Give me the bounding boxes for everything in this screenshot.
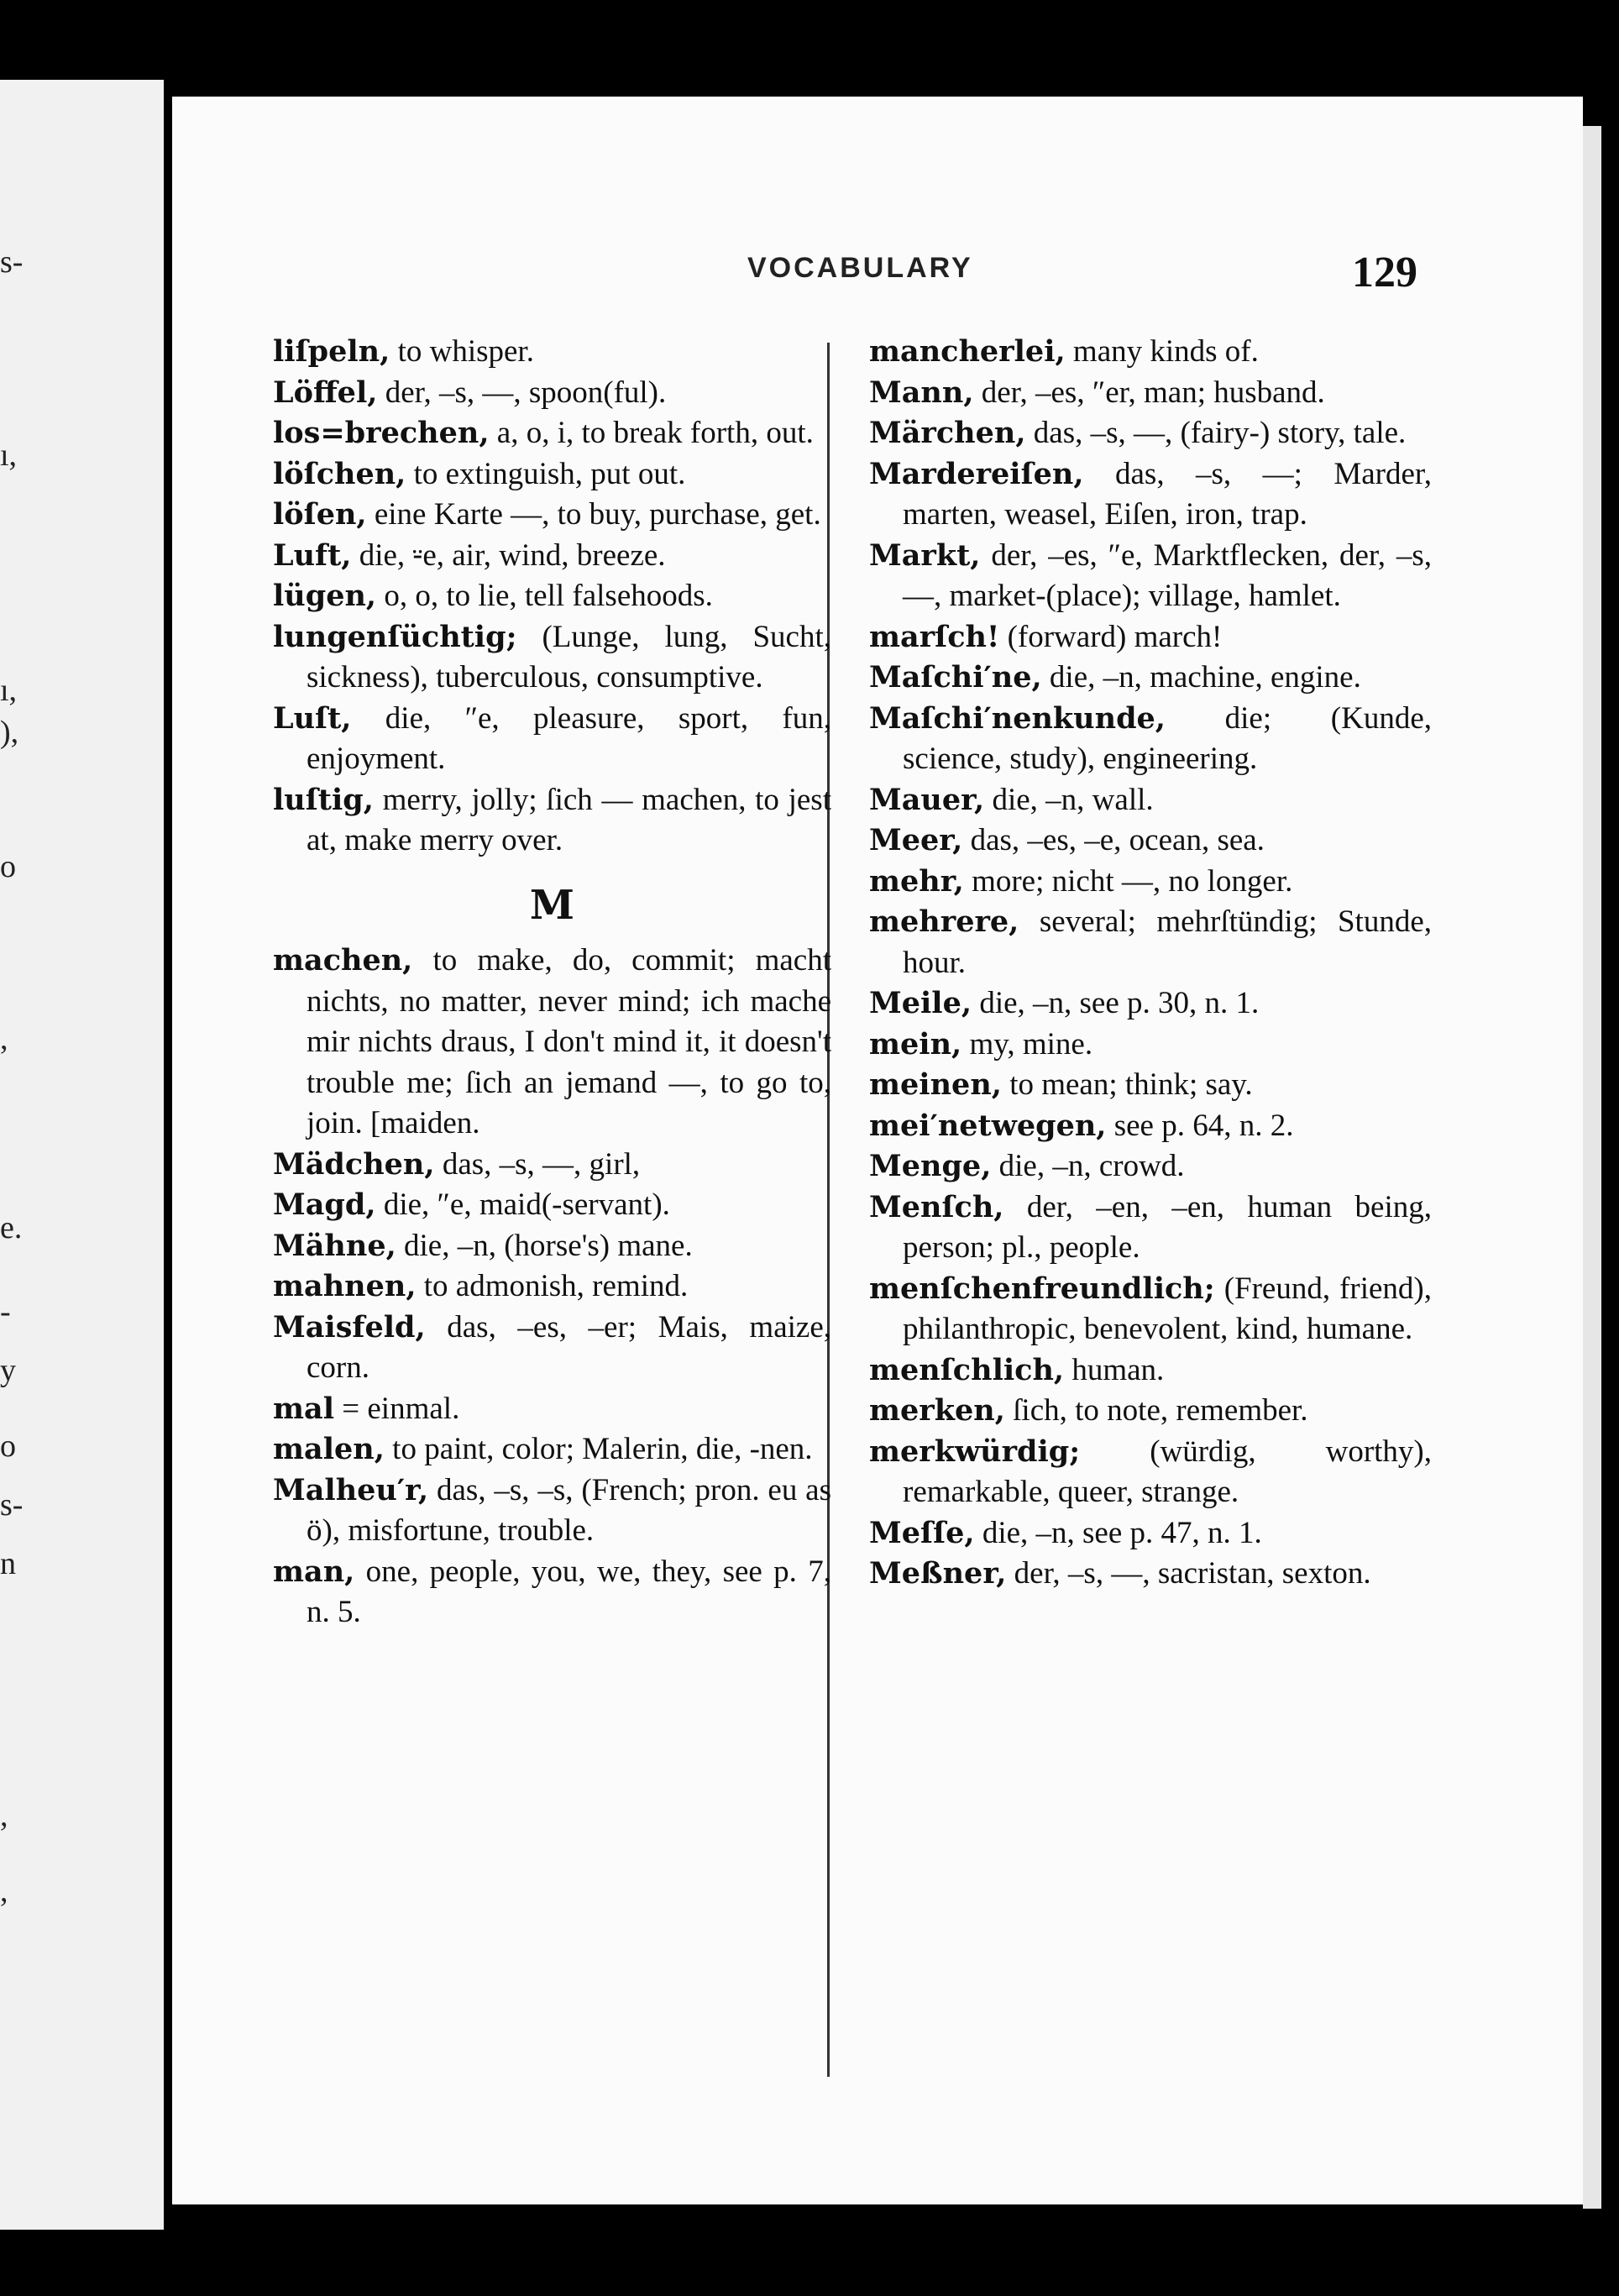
vocabulary-entry [869, 1269, 1432, 1350]
entry-headword: Menge, [869, 1149, 992, 1183]
facing-page-fragment: ı, [0, 438, 18, 473]
facing-page-fragment: y [0, 1353, 16, 1388]
entry-headword: Märchen, [869, 416, 1026, 450]
facing-page-fragment: s- [0, 1487, 24, 1523]
vocabulary-entry [273, 1389, 831, 1430]
entry-definition: see p. 64, n. 2. [1106, 1108, 1294, 1143]
entry-headword: Meßner, [869, 1556, 1007, 1591]
entry-headword: machen, [273, 943, 413, 978]
entry-definition: die, ⸚e, air, wind, breeze. [351, 537, 666, 573]
vocabulary-entry [869, 699, 1432, 780]
entry-headword: Menſch, [869, 1189, 1004, 1224]
entry-headword: mei′netwegen, [869, 1108, 1107, 1143]
entry-definition: ſich, to note, remember. [1004, 1393, 1308, 1428]
facing-page-fragment: e. [0, 1210, 23, 1245]
entry-definition: to admonish, remind. [416, 1269, 689, 1303]
entry-headword: Maſchi′nenkunde, [869, 700, 1166, 736]
facing-page-fragment: s- [0, 244, 24, 280]
entry-headword: Meile, [869, 986, 972, 1020]
entry-headword: luſtig, [273, 782, 374, 817]
vocabulary-entry [869, 1065, 1432, 1106]
vocabulary-entry [273, 1308, 831, 1389]
entry-headword: Mardereiſen, [869, 456, 1084, 491]
vocabulary-entry [869, 862, 1432, 903]
vocabulary-entry [869, 1513, 1432, 1554]
vocabulary-entry [273, 1185, 831, 1226]
vocabulary-entry [273, 495, 831, 536]
section-letter: M [529, 881, 575, 929]
entry-headword: marſch! [869, 619, 1000, 654]
entry-definition: more; nicht —, no longer. [963, 863, 1293, 899]
entry-definition: das, –s, –s, (French; pron. eu as ö), misfortune, trouble. [307, 1472, 831, 1548]
vocabulary-entry [869, 536, 1432, 617]
entry-headword: meinen, [869, 1067, 1002, 1102]
vocabulary-entry [273, 454, 831, 495]
vocabulary-entry [273, 1429, 831, 1470]
entry-headword: Maſchi′ne, [869, 660, 1042, 695]
facing-page-fragment: o [0, 849, 16, 884]
entry-headword: mancherlei, [869, 334, 1066, 369]
entry-definition: merry, jolly; ſich — machen, to jest at, make merry over. [307, 782, 831, 857]
entry-headword: lungenſüchtig; [273, 619, 517, 654]
entry-headword: malen, [273, 1432, 385, 1466]
entry-headword: Malheu′r, [273, 1472, 429, 1507]
entry-definition: to extinguish, put out. [406, 456, 686, 491]
entry-headword: mein, [869, 1026, 962, 1062]
right-column [869, 332, 1432, 1595]
entry-headword: los=brechen, [273, 416, 490, 450]
entry-definition: (forward) march! [999, 619, 1223, 654]
vocabulary-entry [869, 983, 1432, 1025]
vocabulary-entry [273, 1470, 831, 1552]
facing-page-fragment: n [0, 1546, 16, 1581]
vocabulary-entry [273, 413, 831, 454]
vocabulary-entry [869, 373, 1432, 414]
entry-definition: die, –n, crowd. [991, 1149, 1185, 1183]
entry-definition: one, people, you, we, they, see p. 7, n. 5. [307, 1554, 831, 1629]
vocabulary-entry [273, 1145, 831, 1186]
entry-headword: mal [273, 1391, 335, 1426]
entry-definition: das, –s, —; Marder, marten, weasel, Eiſen, iron, trap. [903, 456, 1432, 532]
vocabulary-entry [869, 1554, 1432, 1595]
entry-definition: der, –es, ″er, man; husband. [973, 375, 1325, 410]
vocabulary-entry [869, 332, 1432, 373]
entry-headword: man, [273, 1554, 355, 1589]
left-column [273, 332, 831, 1633]
vocabulary-entry [869, 413, 1432, 454]
running-head: VOCABULARY [747, 252, 973, 284]
entry-definition: = einmal. [334, 1391, 460, 1426]
vocabulary-entry [869, 1187, 1432, 1269]
entry-headword: Mähne, [273, 1228, 396, 1263]
entry-definition: die, –n, wall. [984, 782, 1154, 817]
entry-headword: löſen, [273, 497, 367, 532]
entry-definition: die; (Kunde, science, study), engineering. [903, 700, 1432, 776]
entry-definition: der, –s, —, spoon(ful). [377, 375, 667, 410]
entry-definition: my, mine. [961, 1026, 1093, 1062]
entry-headword: Maisfeld, [273, 1309, 426, 1345]
entry-headword: Markt, [869, 537, 981, 573]
entry-definition: to whisper. [390, 334, 534, 369]
facing-page-fragment: , [0, 1798, 8, 1833]
entry-headword: Luft, [273, 537, 352, 573]
vocabulary-entry [869, 1432, 1432, 1513]
vocabulary-entry [869, 617, 1432, 658]
facing-page-fragment: , [0, 1021, 8, 1056]
entry-headword: mehrere, [869, 904, 1019, 939]
vocabulary-entry [869, 1146, 1432, 1187]
entry-definition: die, ″e, maid(-servant). [375, 1187, 670, 1222]
entry-definition: a, o, i, to break forth, out. [489, 416, 814, 450]
page-number: 129 [1352, 249, 1417, 296]
entry-definition: to make, do, commit; macht nichts, no matter, never mind; ich mache mir nichts draus, I don't mind it, it doesn't trouble me; ſich an jemand —, to go to, join. [maiden. [307, 943, 831, 1140]
entry-headword: menſchenfreundlich; [869, 1271, 1215, 1306]
vocabulary-entry [273, 576, 831, 617]
entry-headword: Mauer, [869, 782, 985, 817]
facing-page-fragment: - [0, 1294, 11, 1329]
vocabulary-entry [273, 1226, 831, 1267]
entry-definition: (würdig, worthy), remarkable, queer, strange. [903, 1434, 1432, 1509]
vocabulary-entry [273, 373, 831, 414]
entry-headword: merkwürdig; [869, 1434, 1081, 1469]
vocabulary-entry [869, 1391, 1432, 1432]
facing-page-fragment: o [0, 1428, 16, 1464]
entry-definition: das, –es, –e, ocean, sea. [962, 823, 1265, 857]
entry-definition: die, –n, see p. 47, n. 1. [974, 1515, 1262, 1550]
facing-page-fragment: ı, [0, 673, 18, 708]
entry-definition: to mean; think; say. [1001, 1067, 1253, 1102]
entry-headword: lügen, [273, 579, 377, 613]
entry-definition: die, –n, see p. 30, n. 1. [972, 986, 1260, 1020]
vocabulary-entry [273, 780, 831, 862]
entry-headword: mehr, [869, 863, 964, 899]
vocabulary-entry [869, 658, 1432, 699]
entry-definition: several; mehrſtündig; Stunde, hour. [903, 904, 1432, 980]
entry-headword: Meſſe, [869, 1515, 975, 1550]
entry-definition: many kinds of. [1065, 334, 1259, 369]
entry-definition: (Lunge, lung, Sucht, sickness), tuberculous, consumptive. [307, 619, 831, 695]
vocabulary-entry [273, 1266, 831, 1308]
entry-definition: human. [1064, 1352, 1165, 1387]
entry-definition: das, –s, —, (fairy-) story, tale. [1025, 416, 1407, 450]
vocabulary-entry [869, 454, 1432, 536]
entry-headword: mahnen, [273, 1269, 417, 1303]
entry-definition: der, –en, –en, human being, person; pl., people. [903, 1189, 1432, 1265]
entry-definition: o, o, to lie, tell falsehoods. [376, 579, 713, 613]
previous-page-edge [0, 80, 164, 2230]
entry-definition: das, –es, –er; Mais, maize, corn. [307, 1309, 831, 1385]
entry-headword: Mann, [869, 375, 974, 410]
vocabulary-entry [273, 699, 831, 780]
vocabulary-entry [273, 536, 831, 577]
entry-definition: die, –n, (horse's) mane. [396, 1228, 693, 1263]
vocabulary-entry [869, 902, 1432, 983]
entry-headword: Magd, [273, 1187, 376, 1222]
entry-headword: Meer, [869, 823, 963, 857]
vocabulary-entry [273, 1552, 831, 1633]
entry-definition: der, –es, ″e, Marktflecken, der, –s, —, market-(place); village, hamlet. [903, 537, 1432, 613]
entry-headword: Mädchen, [273, 1146, 435, 1182]
entry-definition: (Freund, friend), philanthropic, benevolent, kind, humane. [903, 1271, 1432, 1346]
vocabulary-entry [273, 941, 831, 1145]
entry-definition: die, ″e, pleasure, sport, fun, enjoyment. [307, 700, 831, 776]
vocabulary-entry [869, 1025, 1432, 1066]
vocabulary-entry [869, 820, 1432, 862]
facing-page-fragment: ), [0, 715, 19, 750]
entry-definition: die, –n, machine, engine. [1041, 660, 1361, 695]
entry-headword: Luſt, [273, 700, 352, 736]
vocabulary-entry [869, 780, 1432, 821]
facing-page-fragment: , [0, 1874, 8, 1909]
entry-headword: Löffel, [273, 375, 378, 410]
vocabulary-entry [869, 1106, 1432, 1147]
entry-definition: der, –s, —, sacristan, sexton. [1006, 1556, 1371, 1591]
entry-definition: eine Karte —, to buy, purchase, get. [366, 497, 821, 532]
entry-definition: das, –s, —, girl, [434, 1146, 641, 1182]
entry-definition: to paint, color; Malerin, die, -nen. [384, 1432, 813, 1466]
vocabulary-entry [273, 332, 831, 373]
entry-headword: liſpeln, [273, 334, 390, 369]
page-shadow [1583, 126, 1601, 2209]
entry-headword: merken, [869, 1393, 1005, 1428]
entry-headword: löſchen, [273, 456, 406, 491]
vocabulary-entry [869, 1350, 1432, 1392]
vocabulary-entry [273, 617, 831, 699]
entry-headword: menſchlich, [869, 1352, 1065, 1387]
